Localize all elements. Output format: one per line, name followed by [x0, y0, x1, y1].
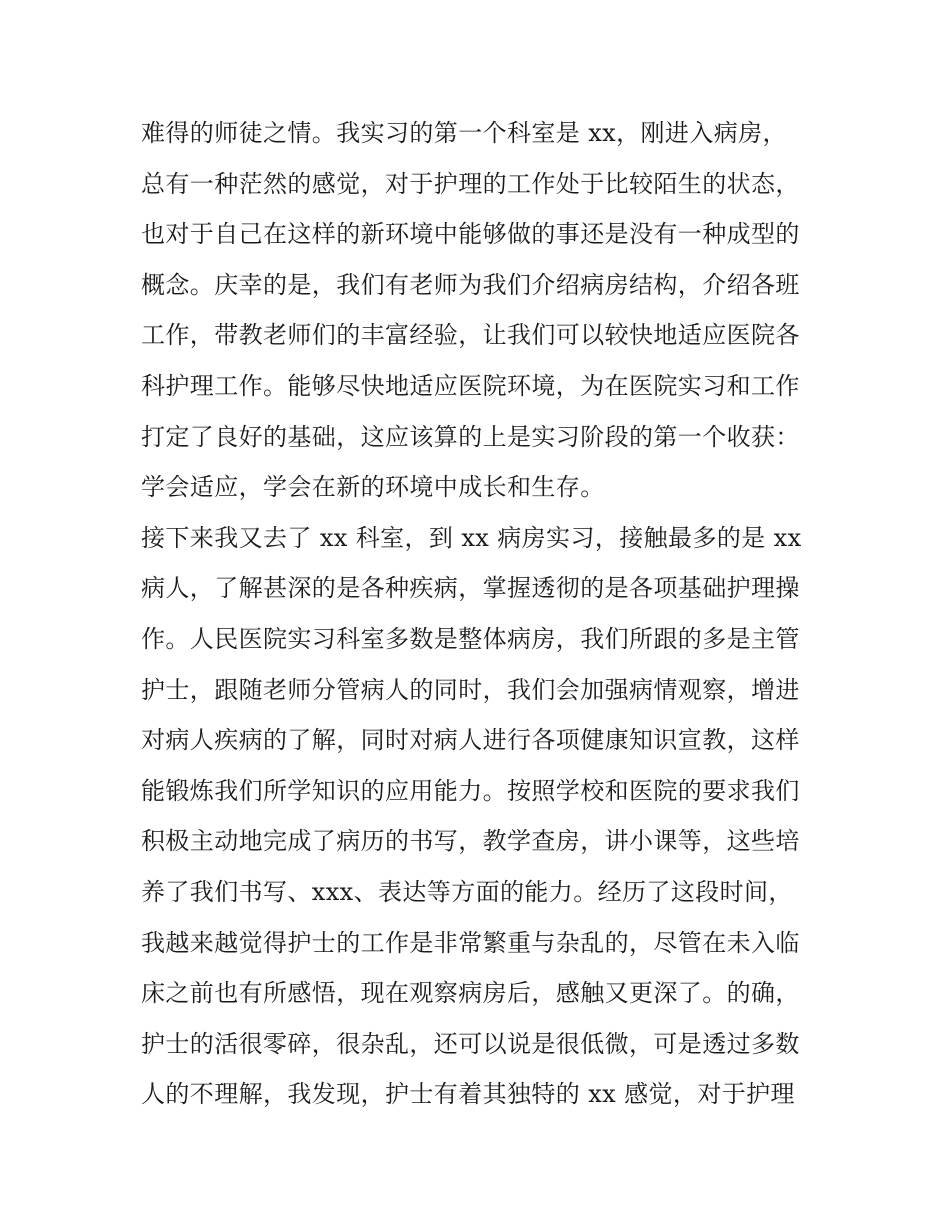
text-line-5: 工作，带教老师们的丰富经验，让我们可以较快地适应医院各 [141, 321, 800, 350]
text-line-15: 积极主动地完成了病历的书写，教学查房，讲小课等，这些培 [141, 827, 800, 856]
text-line-9: 接下来我又去了 xx 科室，到 xx 病房实习，接触最多的是 xx [141, 523, 802, 552]
text-line-2: 总有一种茫然的感觉，对于护理的工作处于比较陌生的状态， [141, 169, 800, 198]
text-line-12: 护士，跟随老师分管病人的同时，我们会加强病情观察，增进 [141, 675, 800, 704]
text-line-8: 学会适应，学会在新的环境中成长和生存。 [141, 473, 605, 502]
body-text [141, 108, 821, 1120]
text-line-18: 床之前也有所感悟，现在观察病房后，感触又更深了。的确， [141, 979, 800, 1008]
text-line-16: 养了我们书写、xxx、表达等方面的能力。经历了这段时间， [141, 877, 793, 906]
text-line-1: 难得的师徒之情。我实习的第一个科室是 xx，刚进入病房， [141, 119, 787, 147]
text-line-7: 打定了良好的基础，这应该算的上是实习阶段的第一个收获： [141, 422, 800, 451]
text-line-14: 能锻炼我们所学知识的应用能力。按照学校和医院的要求我们 [141, 776, 800, 805]
text-line-11: 作。人民医院实习科室多数是整体病房，我们所跟的多是主管 [141, 624, 800, 653]
text-line-19: 护士的活很零碎，很杂乱，还可以说是很低微，可是透过多数 [141, 1029, 800, 1058]
text-line-6: 科护理工作。能够尽快地适应医院环境，为在医院实习和工作 [141, 371, 800, 400]
text-line-13: 对病人疾病的了解，同时对病人进行各项健康知识宣教，这样 [141, 726, 800, 755]
text-line-3: 也对于自己在这样的新环境中能够做的事还是没有一种成型的 [141, 220, 800, 249]
text-line-20: 人的不理解，我发现，护士有着其独特的 xx 感觉，对于护理 [141, 1080, 795, 1109]
text-line-10: 病人，了解甚深的是各种疾病，掌握透彻的是各项基础护理操 [141, 574, 800, 603]
text-line-17: 我越来越觉得护士的工作是非常繁重与杂乱的，尽管在未入临 [141, 928, 800, 957]
text-line-4: 概念。庆幸的是，我们有老师为我们介绍病房结构，介绍各班 [141, 270, 800, 299]
